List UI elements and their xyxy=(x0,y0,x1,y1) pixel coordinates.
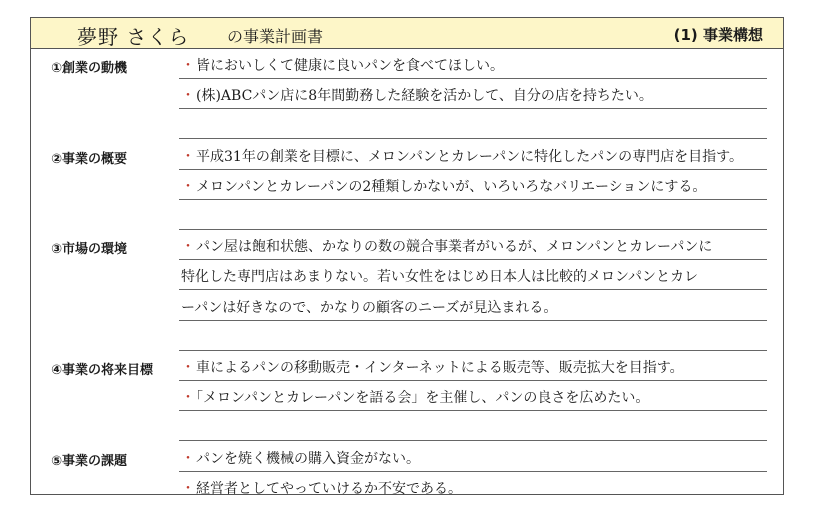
plan-line xyxy=(181,236,712,256)
section-label: ①創業の動機 xyxy=(51,61,128,76)
bullet-mark: ・ xyxy=(181,58,195,74)
plan-row xyxy=(31,381,783,411)
plan-row xyxy=(31,472,783,502)
bullet-mark: ・ xyxy=(181,148,195,165)
bullet-mark: ・ xyxy=(181,178,195,195)
plan-line-text: 「メロンパンとカレーパンを語る会」を主催し、パンの良さを広めたい。 xyxy=(196,390,650,407)
plan-line-text: 経営者としてやっていけるか不安である。 xyxy=(196,480,462,497)
plan-row xyxy=(31,291,783,321)
plan-row xyxy=(31,200,783,230)
bullet-mark: ・ xyxy=(181,450,195,467)
plan-line xyxy=(181,55,504,75)
plan-row xyxy=(31,442,783,472)
owner-name: 夢野 さくら xyxy=(77,25,190,49)
plan-line xyxy=(181,478,462,498)
plan-row xyxy=(31,230,783,260)
plan-line xyxy=(181,297,557,317)
plan-row xyxy=(31,49,783,79)
plan-line-text: 特化した専門店はあまりない。若い女性をはじめ日本人は比較的メロンパンとカレ xyxy=(181,269,699,286)
document-title: の事業計画書 xyxy=(227,27,324,46)
plan-row xyxy=(31,351,783,381)
plan-line xyxy=(181,357,684,377)
plan-line-text: 皆においしくて健康に良いパンを食べてほしい。 xyxy=(196,58,504,74)
bullet-mark: ・ xyxy=(181,360,195,376)
section-label: ③市場の環境 xyxy=(51,242,128,258)
section-title: (1) 事業構想 xyxy=(673,26,763,44)
plan-row xyxy=(31,170,783,200)
business-plan-sheet xyxy=(30,17,784,495)
bullet-mark: ・ xyxy=(181,88,195,105)
plan-line-text: 平成31年の創業を目標に、メロンパンとカレーパンに特化したパンの専門店を目指す。 xyxy=(196,148,744,165)
plan-line xyxy=(181,448,420,468)
plan-line xyxy=(181,266,698,286)
section-label: ②事業の概要 xyxy=(51,151,128,167)
plan-row xyxy=(31,140,783,170)
plan-row xyxy=(31,260,783,290)
bullet-mark: ・ xyxy=(181,390,195,407)
plan-line-text: パンを焼く機械の購入資金がない。 xyxy=(196,450,420,467)
plan-row xyxy=(31,321,783,351)
plan-line-text: ーパンは好きなので、かなりの顧客のニーズが見込まれる。 xyxy=(181,299,558,316)
plan-line-text: (株)ABCパン店に8年間勤務した経験を活かして、自分の店を持ちたい。 xyxy=(196,88,653,105)
plan-line xyxy=(181,146,743,166)
plan-line xyxy=(181,85,653,105)
plan-line xyxy=(181,387,649,407)
bullet-mark: ・ xyxy=(181,480,195,497)
plan-row xyxy=(31,411,783,441)
plan-line-text: 車によるパンの移動販売・インターネットによる販売等、販売拡大を目指す。 xyxy=(196,360,684,376)
plan-line-text: メロンパンとカレーパンの2種類しかないが、いろいろなバリエーションにする。 xyxy=(196,178,707,195)
header-bar xyxy=(31,18,783,49)
bullet-mark: ・ xyxy=(181,239,195,256)
plan-row xyxy=(31,79,783,109)
plan-line xyxy=(181,176,706,196)
plan-line-text: パン屋は飽和状態、かなりの数の競合事業者がいるが、メロンパンとカレーパンに xyxy=(196,239,713,256)
section-label: ④事業の将来目標 xyxy=(51,363,154,378)
plan-row xyxy=(31,109,783,139)
section-label: ⑤事業の課題 xyxy=(51,453,128,469)
